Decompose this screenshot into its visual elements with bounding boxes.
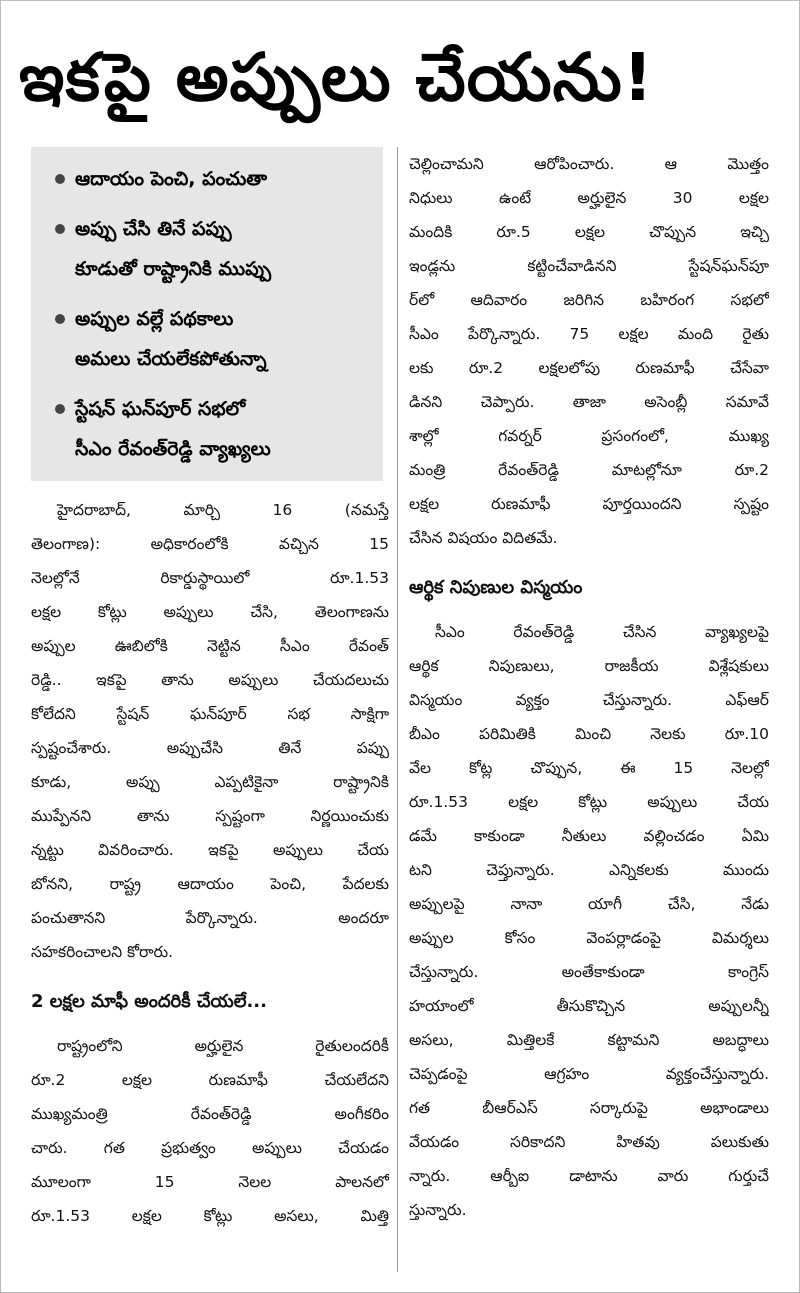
highlight-line: కూడుతో రాష్ట్రానికి ముప్పు [75, 258, 272, 280]
text-line: చారు. గత ప్రభుత్వం అప్పులు చేయడం [31, 1139, 389, 1157]
text-line: వేయడం సరికాదని హితవు పలుకుతు [409, 1133, 769, 1151]
highlight-line: అప్పు చేసి తినే పప్పు [75, 218, 232, 240]
bullet-icon [55, 314, 65, 324]
column-divider [397, 147, 398, 1272]
text-line: ర్‌లో ఆదివారం జరిగిన బహిరంగ సభలో [409, 291, 769, 309]
text-line: న్నట్టు వివరించారు. ఇకపై అప్పులు చేయ [31, 841, 389, 859]
right-paragraph-1 [409, 147, 769, 555]
left-paragraph-1 [31, 493, 389, 969]
text-line: స్పష్టంచేశారు. అప్పుచేసి తినే పప్పు [31, 739, 389, 757]
text-line: రాష్ట్రంలోని అర్హులైన రైతులందరికీ [57, 1037, 389, 1055]
text-line: ముప్పేనని తాను స్పష్టంగా నిర్ణయించుకు [31, 807, 389, 825]
text-line: సహకరించాలని కోరారు. [31, 943, 174, 961]
text-line: డినని చెప్పారు. తాజా అసెంబ్లీ సమావే [409, 393, 769, 411]
highlight-line: అమలు చేయలేకపోతున్నా [75, 348, 267, 370]
bullet-icon [55, 224, 65, 234]
bullet-icon [55, 404, 65, 414]
text-line: అప్పుల కోసం వెంపర్లాడంపై విమర్శలు [409, 929, 769, 947]
text-line: బీఎం పరిమితికి మించి నెలకు రూ.10 [409, 725, 769, 743]
text-line: మూలంగా 15 నెలల పాలనలో [31, 1173, 389, 1191]
text-line: ఇండ్లను కట్టించేవాడినని స్టేషన్‌ఘన్‌పూ [409, 257, 769, 275]
text-line: రూ.1.53 లక్షల కోట్లు అప్పులు చేయ [409, 793, 769, 811]
text-line: రూ.1.53 లక్షల కోట్లు అసలు, మిత్తి [31, 1207, 389, 1225]
left-subheading: 2 లక్షల మాఫీ అందరికీ చేయలే... [31, 991, 267, 1012]
text-line: మందికి రూ.5 లక్షల చొప్పున ఇచ్చి [409, 223, 769, 241]
bullet-icon [55, 174, 65, 184]
highlight-line: స్టేషన్ ఘన్‌పూర్ సభలో [75, 398, 246, 420]
text-line: ఆర్థిక నిపుణులు, రాజకీయ విశ్లేషకులు [409, 657, 769, 675]
highlight-line: అప్పుల వల్లే పథకాలు [75, 308, 234, 330]
text-line: అప్పుల ఊబిలోకి నెట్టిన సీఎం రేవంత్ [31, 637, 389, 655]
right-column [409, 147, 769, 1227]
text-line: రూ.2 లక్షల రుణమాఫీ చేయలేదని [31, 1071, 389, 1089]
left-paragraph-2 [31, 1029, 389, 1233]
text-line: లక్షల రుణమాఫీ పూర్తయిందని స్పష్టం [409, 495, 769, 513]
text-line: శాల్లో గవర్నర్ ప్రసంగంలో, ముఖ్య [409, 427, 769, 445]
highlight-item [55, 209, 367, 289]
text-line: కూడు, అప్పు ఎప్పటికైనా రాష్ట్రానికి [31, 773, 389, 791]
text-line: పంచుతానని పేర్కొన్నారు. అందరూ [31, 909, 389, 927]
highlights-box [31, 147, 383, 481]
text-line: సీఎం పేర్కొన్నారు. 75 లక్షల మంది రైతు [409, 325, 769, 343]
text-line: స్తున్నారు. [409, 1201, 467, 1219]
text-line: చేస్తున్నారు. అంతేకాకుండా కాంగ్రెస్ [409, 963, 769, 981]
text-line: మంత్రి రేవంత్‌రెడ్డి మాటల్లోనూ రూ.2 [409, 461, 769, 479]
text-line: వేల కోట్ల చొప్పున, ఈ 15 నెలల్లో [409, 759, 769, 777]
highlight-line: సీఎం రేవంత్‌రెడ్డి వ్యాఖ్యలు [75, 438, 271, 460]
text-line: చెప్పడంపై ఆగ్రహం వ్యక్తంచేస్తున్నారు. [409, 1065, 769, 1083]
text-line: నిధులు ఉంటే అర్హులైన 30 లక్షల [409, 189, 769, 207]
text-line: అసలు, మిత్తిలకే కట్టామని అబద్ధాలు [409, 1031, 769, 1049]
text-line: తెలంగాణ): అధికారంలోకి వచ్చిన 15 [31, 535, 389, 553]
left-column [31, 493, 389, 1233]
text-line: లక్షల కోట్లు అప్పులు చేసి, తెలంగాణను [31, 603, 389, 621]
highlight-item [55, 299, 367, 379]
headline: ఇకపై అప్పులు చేయను! [19, 39, 654, 116]
highlight-line: ఆదాయం పెంచి, పంచుతా [75, 168, 268, 190]
right-paragraph-2 [409, 615, 769, 1227]
text-line: ముఖ్యమంత్రి రేవంత్‌రెడ్డి అంగీకరిం [31, 1105, 389, 1123]
text-line: న్నారు. ఆర్బీఐ డాటాను వారు గుర్తుచే [409, 1167, 769, 1185]
text-line: గత బీఆర్ఎస్ సర్కారుపై అభాండాలు [409, 1099, 769, 1117]
text-line: చేసిన విషయం విదితమే. [409, 529, 558, 547]
text-line: హయాంలో తీసుకొచ్చిన అప్పులన్నీ [409, 997, 769, 1015]
text-line: సీఎం రేవంత్‌రెడ్డి చేసిన వ్యాఖ్యలపై [435, 623, 769, 641]
text-line: లకు రూ.2 లక్షలలోపు రుణమాఫీ చేసేవా [409, 359, 769, 377]
text-line: నెలల్లోనే రికార్డుస్థాయిలో రూ.1.53 [31, 569, 389, 587]
highlight-item [55, 159, 367, 199]
text-line: విస్మయం వ్యక్తం చేస్తున్నారు. ఎఫ్ఆర్ [409, 691, 769, 709]
text-line: టని చెప్తున్నారు. ఎన్నికలకు ముందు [409, 861, 769, 879]
text-line: హైదరాబాద్, మార్చి 16 (నమస్తే [57, 501, 389, 519]
text-line: అప్పులపై నానా యాగీ చేసి, నేడు [409, 895, 769, 913]
text-line: రెడ్డి.. ఇకపై తాను అప్పులు చేయదలుచు [31, 671, 389, 689]
text-line: డమే కాకుండా నీతులు వల్లించడం ఏమి [409, 827, 769, 845]
text-line: చెల్లించామని ఆరోపించారు. ఆ మొత్తం [409, 155, 769, 173]
text-line: బోనని, రాష్ట్ర ఆదాయం పెంచి, పేదలకు [31, 875, 389, 893]
text-line: కోలేదని స్టేషన్ ఘన్‌పూర్ సభ సాక్షిగా [31, 705, 389, 723]
right-subheading: ఆర్థిక నిపుణుల విస్మయం [409, 577, 583, 598]
highlight-item [55, 389, 367, 469]
